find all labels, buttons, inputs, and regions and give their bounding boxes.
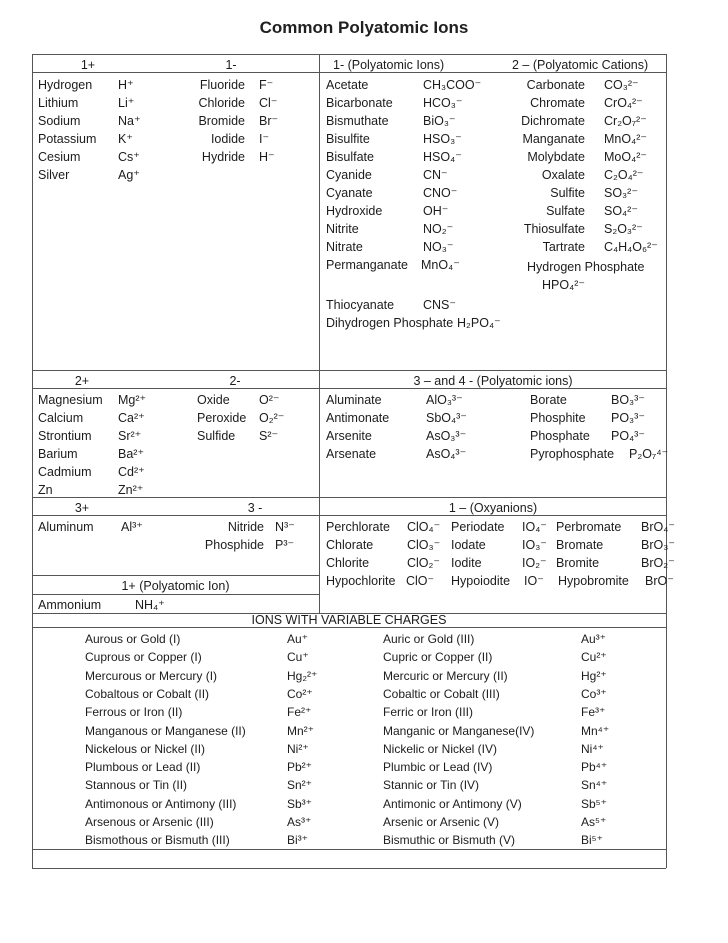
ion-formula: BrO₄⁻ <box>641 520 675 534</box>
section-header: IONS WITH VARIABLE CHARGES <box>251 613 447 627</box>
ion-symbol: Ni²⁺ <box>287 741 309 756</box>
ion-formula: HPO₄²⁻ <box>542 278 585 292</box>
ion-symbol: O²⁻ <box>259 393 280 407</box>
ion-formula: CrO₄²⁻ <box>604 96 643 110</box>
ion-name: Nickelous or Nickel (II) <box>85 741 206 756</box>
column-header: 3 - <box>247 501 263 515</box>
ion-symbol: Mn⁴⁺ <box>581 723 610 738</box>
ion-name: Molybdate <box>527 150 585 164</box>
ion-name: Arsenic or Arsenic (V) <box>383 815 500 829</box>
ion-name: Bisulfite <box>326 132 370 146</box>
ion-name: Cobaltous or Cobalt (II) <box>85 686 210 701</box>
ion-symbol: Bi³⁺ <box>287 833 308 848</box>
ion-symbol: N³⁻ <box>275 520 295 534</box>
ion-symbol: Co²⁺ <box>287 686 313 701</box>
ion-name: Sulfate <box>546 204 585 218</box>
table-rule <box>32 594 319 595</box>
ion-name: Plumbic or Lead (IV) <box>383 760 493 775</box>
ion-formula: CNS⁻ <box>423 298 456 312</box>
ion-name: Arsenite <box>326 429 372 443</box>
ion-formula: AlO₃³⁻ <box>426 393 463 407</box>
ion-name: Ammonium <box>38 598 102 612</box>
ion-name: Perchlorate <box>326 520 390 534</box>
ion-symbol: Cu⁺ <box>287 650 309 665</box>
ion-symbol: Cl⁻ <box>259 96 278 110</box>
ion-name: Antimonate <box>326 411 390 425</box>
column-header: 3+ <box>74 501 90 515</box>
ion-name: Hydrogen Phosphate <box>527 260 645 274</box>
ion-formula: IO₂⁻ <box>522 556 547 570</box>
ion-formula: P₂O₇⁴⁻ <box>629 447 669 461</box>
ion-formula: MoO₄²⁻ <box>604 150 647 164</box>
column-header: 1- <box>225 58 237 72</box>
ion-formula: ClO₄⁻ <box>407 520 441 534</box>
ion-name: Thiosulfate <box>523 222 585 236</box>
ion-name: Periodate <box>451 520 505 534</box>
ion-name: Nitrate <box>326 240 363 254</box>
ion-formula: SbO₄³⁻ <box>426 411 467 425</box>
ion-symbol: Pb²⁺ <box>287 760 313 775</box>
ion-name: Cesium <box>38 150 81 164</box>
ion-symbol: S²⁻ <box>259 429 279 443</box>
ion-formula: NH₄⁺ <box>135 598 165 612</box>
ion-formula: C₂O₄²⁻ <box>604 168 644 182</box>
ion-formula: ClO⁻ <box>406 574 435 588</box>
ion-symbol: Sn⁴⁺ <box>581 778 608 793</box>
ion-name: Manganate <box>522 132 585 146</box>
ion-name: Tartrate <box>542 240 585 254</box>
ion-name: Antimonous or Antimony (III) <box>85 796 237 811</box>
ion-name: Manganous or Manganese (II) <box>85 723 246 738</box>
table-rule <box>32 849 666 850</box>
ion-symbol: Mn²⁺ <box>287 723 314 738</box>
ion-name: Ferric or Iron (III) <box>383 705 474 720</box>
ion-name: Hypoiodite <box>451 574 511 588</box>
ion-name: Phosphate <box>530 429 590 443</box>
ion-name: Aluminate <box>326 393 382 407</box>
ion-symbol: Br⁻ <box>259 114 279 128</box>
ion-symbol: Bi⁵⁺ <box>581 833 603 848</box>
ion-name: Oxalate <box>541 168 585 182</box>
ion-name: Sodium <box>38 114 81 128</box>
ion-name: Phosphite <box>530 411 586 425</box>
table-rule <box>32 868 666 869</box>
ion-name: Aluminum <box>38 520 94 534</box>
ion-symbol: Sb³⁺ <box>287 796 313 811</box>
column-header: 2+ <box>74 374 90 388</box>
ion-formula: C₄H₄O₆²⁻ <box>604 240 658 254</box>
ion-name: Iodate <box>451 538 486 552</box>
ion-formula: Cr₂O₇²⁻ <box>604 114 647 128</box>
ion-symbol: Ca²⁺ <box>118 411 145 425</box>
ion-symbol: Au⁺ <box>287 632 309 646</box>
ion-name: Permanganate <box>326 258 409 272</box>
ion-formula: BO₃³⁻ <box>611 393 645 407</box>
ion-name: Aurous or Gold (I) <box>85 632 181 646</box>
ion-name: Mercuric or Mercury (II) <box>383 668 508 683</box>
ion-symbol: Na⁺ <box>118 114 141 128</box>
ion-symbol: Fe²⁺ <box>287 705 312 720</box>
ion-formula: OH⁻ <box>423 204 449 218</box>
ion-name: Peroxide <box>197 411 247 425</box>
ion-symbol: F⁻ <box>259 78 274 92</box>
ion-name: Stannous or Tin (II) <box>85 778 188 793</box>
ion-formula: CN⁻ <box>423 168 448 182</box>
ion-formula: CO₃²⁻ <box>604 78 639 92</box>
ion-name: Arsenous or Arsenic (III) <box>85 815 214 829</box>
ion-name: Antimonic or Antimony (V) <box>383 796 522 811</box>
ion-symbol: P³⁻ <box>275 538 295 552</box>
ion-name: Bisulfate <box>326 150 374 164</box>
ion-name: Ferrous or Iron (II) <box>85 705 183 720</box>
ion-symbol: As³⁺ <box>287 815 312 829</box>
ion-formula: BrO⁻ <box>645 574 674 588</box>
ion-formula: SO₄²⁻ <box>604 204 638 218</box>
ion-name: Nickelic or Nickel (IV) <box>383 741 498 756</box>
ion-formula: HSO₄⁻ <box>423 150 462 164</box>
ion-formula: CNO⁻ <box>423 186 458 200</box>
ion-symbol: I⁻ <box>259 132 270 146</box>
ion-formula: MnO₄⁻ <box>421 258 460 272</box>
ion-name: Mercurous or Mercury (I) <box>85 668 218 683</box>
column-header: 1- (Polyatomic Ions) <box>333 58 445 72</box>
ion-symbol: H⁻ <box>259 150 275 164</box>
ion-name: Cuprous or Copper (I) <box>85 650 202 665</box>
ion-name: Bromate <box>556 538 604 552</box>
ion-formula: HCO₃⁻ <box>423 96 463 110</box>
ion-symbol: Mg²⁺ <box>118 393 147 407</box>
ion-name: Dichromate <box>521 114 585 128</box>
ion-symbol: Cd²⁺ <box>118 465 145 479</box>
ion-symbol: Li⁺ <box>118 96 135 110</box>
ion-formula: HSO₃⁻ <box>423 132 462 146</box>
ion-formula: NO₂⁻ <box>423 222 454 236</box>
ion-name: Plumbous or Lead (II) <box>85 760 201 775</box>
ion-symbol: Al³⁺ <box>121 520 143 534</box>
ion-name: Sulfide <box>197 429 236 443</box>
ion-name: Phosphide <box>204 538 264 552</box>
ion-formula: AsO₃³⁻ <box>426 429 467 443</box>
ion-formula: BrO₂⁻ <box>641 556 675 570</box>
ion-symbol: Ni⁴⁺ <box>581 741 604 756</box>
ion-formula: IO⁻ <box>524 574 544 588</box>
ion-symbol: Cu²⁺ <box>581 650 607 665</box>
column-header: 2 – (Polyatomic Cations) <box>512 58 649 72</box>
ion-name: Chromate <box>530 96 585 110</box>
ion-name: Perbromate <box>556 520 622 534</box>
ion-name: Bromite <box>556 556 600 570</box>
ion-name: Oxide <box>197 393 230 407</box>
ion-symbol: Co³⁺ <box>581 686 607 701</box>
ion-name: Hypobromite <box>558 574 629 588</box>
ion-symbol: K⁺ <box>118 132 133 146</box>
ion-symbol: Cs⁺ <box>118 150 140 164</box>
ion-name: Bismuthic or Bismuth (V) <box>383 833 516 848</box>
ion-name: Hydrogen <box>38 78 93 92</box>
table-rule <box>32 54 666 55</box>
ion-formula: PO₃³⁻ <box>611 411 645 425</box>
ion-symbol: Sr²⁺ <box>118 429 142 443</box>
ion-symbol: Hg₂²⁺ <box>287 668 318 683</box>
ion-formula: BiO₃⁻ <box>423 114 456 128</box>
ion-name: Strontium <box>38 429 92 443</box>
ion-name: Pyrophosphate <box>530 447 615 461</box>
ion-formula: SO₃²⁻ <box>604 186 638 200</box>
ion-name: Cobaltic or Cobalt (III) <box>383 686 500 701</box>
ion-name: Hydride <box>201 150 245 164</box>
ion-formula: ClO₂⁻ <box>407 556 440 570</box>
ion-name: Bromide <box>198 114 245 128</box>
ion-formula: AsO₄³⁻ <box>426 447 467 461</box>
ion-name: Hypochlorite <box>326 574 396 588</box>
ion-name: Sulfite <box>550 186 585 200</box>
ion-formula: BrO₃⁻ <box>641 538 675 552</box>
ion-name: Chloride <box>198 96 245 110</box>
ion-name: Cyanide <box>326 168 372 182</box>
column-header: 3 – and 4 - (Polyatomic ions) <box>413 374 573 388</box>
ion-name: Cyanate <box>326 186 373 200</box>
ion-formula: MnO₄²⁻ <box>604 132 647 146</box>
ion-symbol: Pb⁴⁺ <box>581 760 608 775</box>
column-header: 1+ <box>80 58 96 72</box>
column-header: 1 – (Oxyanions) <box>448 501 538 515</box>
ion-name: Stannic or Tin (IV) <box>383 778 480 793</box>
ion-name: Chlorite <box>326 556 370 570</box>
ion-name: Zn <box>38 483 53 497</box>
ion-name: Borate <box>530 393 567 407</box>
ion-symbol: Ag⁺ <box>118 168 140 182</box>
ion-name: Bicarbonate <box>326 96 393 110</box>
ion-name: Cupric or Copper (II) <box>383 650 493 665</box>
ion-formula: IO₃⁻ <box>522 538 547 552</box>
column-header: 1+ (Polyatomic Ion) <box>121 579 230 593</box>
ion-name: Thiocyanate <box>326 298 395 312</box>
ion-formula: ClO₃⁻ <box>407 538 441 552</box>
ion-name: Bismuthate <box>326 114 389 128</box>
ion-name: Iodite <box>451 556 482 570</box>
ion-symbol: Hg²⁺ <box>581 668 607 683</box>
ion-symbol: As⁵⁺ <box>581 815 607 829</box>
column-header: 2- <box>229 374 241 388</box>
ion-name: Arsenate <box>326 447 377 461</box>
ion-name: Chlorate <box>326 538 374 552</box>
page-title: Common Polyatomic Ions <box>259 18 469 37</box>
ion-name: Potassium <box>38 132 97 146</box>
ion-formula: S₂O₃²⁻ <box>604 222 643 236</box>
ion-symbol: H⁺ <box>118 78 134 92</box>
ion-symbol: Zn²⁺ <box>118 483 144 497</box>
ion-name: Acetate <box>326 78 369 92</box>
ion-name: Silver <box>38 168 70 182</box>
ion-name: Lithium <box>38 96 79 110</box>
ion-symbol: Ba²⁺ <box>118 447 145 461</box>
ion-formula: NO₃⁻ <box>423 240 454 254</box>
ion-name: Dihydrogen Phosphate <box>326 316 454 330</box>
ion-name: Bismothous or Bismuth (III) <box>85 833 230 848</box>
ion-name: Nitride <box>227 520 264 534</box>
ion-symbol: O₂²⁻ <box>259 411 285 425</box>
ion-name: Carbonate <box>526 78 585 92</box>
table-rule <box>32 575 319 576</box>
table-rule <box>32 370 666 371</box>
ion-name: Manganic or Manganese(IV) <box>383 723 535 738</box>
ion-name: Fluoride <box>199 78 245 92</box>
ion-name: Calcium <box>38 411 84 425</box>
table-divider <box>319 54 320 613</box>
ion-symbol: Au³⁺ <box>581 632 607 646</box>
ion-symbol: Fe³⁺ <box>581 705 606 720</box>
ion-name: Barium <box>38 447 78 461</box>
ion-formula: PO₄³⁻ <box>611 429 645 443</box>
ion-formula: CH₃COO⁻ <box>423 78 482 92</box>
ion-name: Iodide <box>210 132 245 146</box>
ion-symbol: Sn²⁺ <box>287 778 313 793</box>
ion-name: Hydroxide <box>326 204 383 218</box>
ion-formula: IO₄⁻ <box>522 520 547 534</box>
ion-symbol: Sb⁵⁺ <box>581 796 607 811</box>
ion-name: Cadmium <box>38 465 92 479</box>
ion-name: Auric or Gold (III) <box>383 632 475 646</box>
ion-name: Nitrite <box>326 222 359 236</box>
table-divider <box>32 54 33 868</box>
ion-name: Magnesium <box>38 393 103 407</box>
ion-formula: H₂PO₄⁻ <box>457 316 501 330</box>
